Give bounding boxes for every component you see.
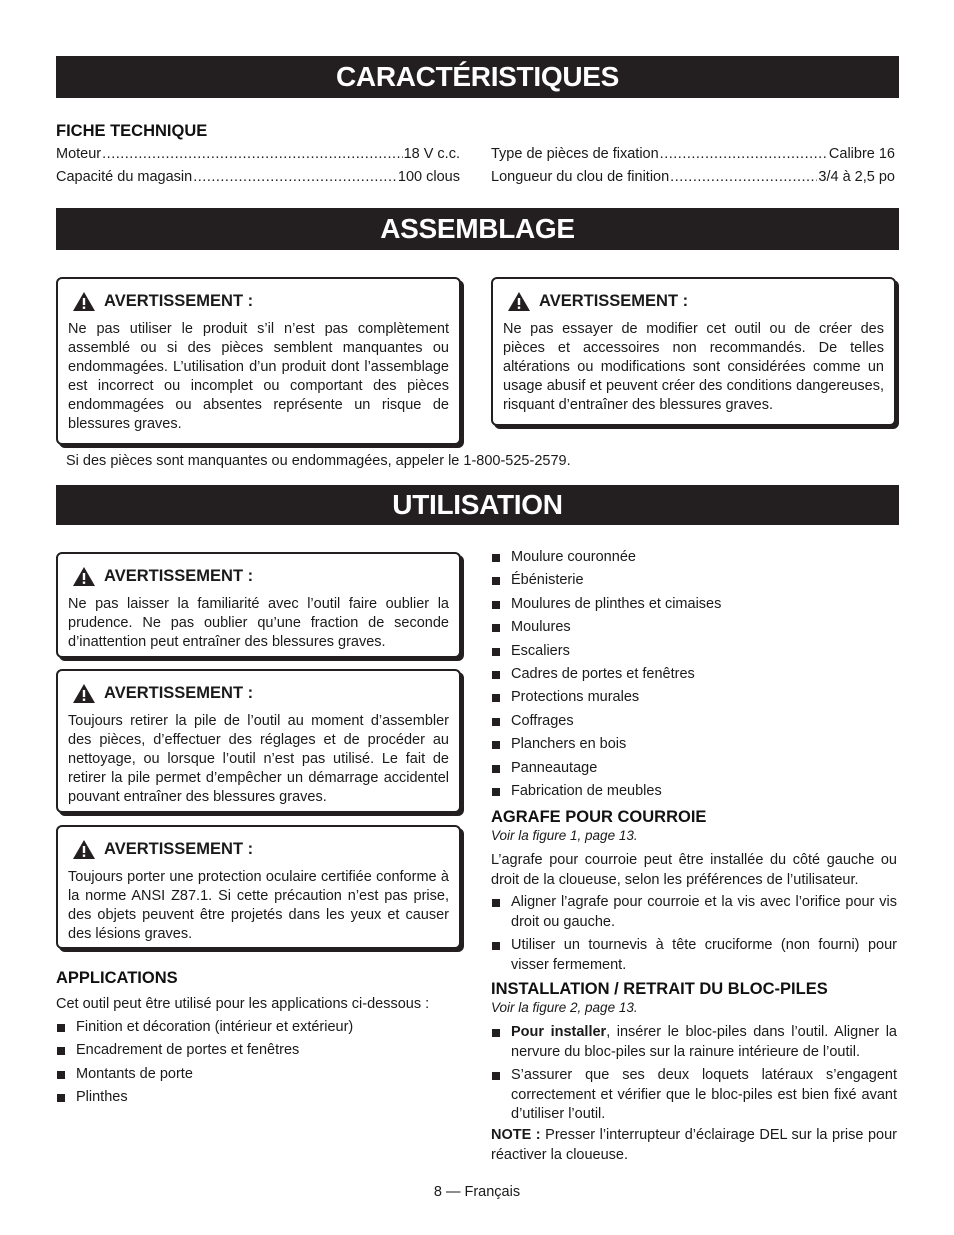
spec-value: 18 V c.c. [403,146,460,162]
warning-box-assembly-left [56,277,461,445]
warning-triangle-icon [507,291,531,312]
spec-label: Moteur [56,146,102,162]
spec-row-capacite [56,169,460,185]
list-item: Moulure couronnée [491,548,896,568]
spec-label: Type de pièces de fixation [491,146,659,162]
section-title-assemblage: ASSEMBLAGE [56,208,899,250]
list-item: Coffrages [491,712,896,732]
missing-parts-note: Si des pièces sont manquantes ou endommagées, appeler le 1-800-525-2579. [66,453,571,469]
note-label: NOTE : [491,1127,541,1143]
list-item: Finition et décoration (intérieur et extérieur) [56,1018,461,1038]
list-item: Encadrement de portes et fenêtres [56,1041,461,1061]
warning-label: AVERTISSEMENT : [104,292,254,310]
warning-label: AVERTISSEMENT : [104,840,254,858]
agrafe-intro: L’agrafe pour courroie peut être installée du côté gauche ou droit de la cloueuse, selon les préférences de l’utilisateur. [491,852,897,888]
list-item: Fabrication de meubles [491,782,896,802]
list-item: Moulures [491,618,896,638]
list-item [491,1023,897,1062]
warning-label: AVERTISSEMENT : [104,567,254,585]
list-item: Montants de porte [56,1065,461,1085]
note-text: Presser l’interrupteur d’éclairage DEL sur la prise pour réactiver la cloueuse. [491,1127,897,1163]
warning-box-remove-battery [56,669,461,813]
installation-note [491,1126,897,1165]
list-item: Aligner l’agrafe pour courroie et la vis avec l’orifice pour vis droit ou gauche. [491,893,897,932]
applications-list-left [56,1018,461,1112]
warning-header [72,291,449,312]
spec-label: Longueur du clou de finition [491,169,670,185]
agrafe-figure-ref: Voir la figure 1, page 13. [491,828,638,843]
list-item: Ébénisterie [491,571,896,591]
warning-box-eye-protection [56,825,461,949]
warning-triangle-icon [72,683,96,704]
spec-row-moteur [56,146,460,162]
spec-value: Calibre 16 [828,146,895,162]
section-title-caracteristiques: CARACTÉRISTIQUES [56,56,899,98]
installation-steps [491,1023,897,1129]
spec-label: Capacité du magasin [56,169,193,185]
warning-text: Toujours porter une protection oculaire certifiée conforme à la norme ANSI Z87.1. Si cette précaution n’est pas prise, des objets peuvent être projetés dans les yeux et causer des lésions graves. [68,869,449,942]
list-item: Plinthes [56,1088,461,1108]
list-item: Cadres de portes et fenêtres [491,665,896,685]
applications-list-right [491,548,896,805]
list-item: Escaliers [491,642,896,662]
warning-header [72,566,449,587]
installation-heading: INSTALLATION / RETRAIT DU BLOC-PILES [491,980,828,998]
spec-row-longueur-clou [491,169,895,185]
list-item: Utiliser un tournevis à tête cruciforme (non fourni) pour visser fermement. [491,936,897,975]
pour-installer-label: Pour installer [511,1024,607,1040]
fiche-technique-heading: FICHE TECHNIQUE [56,122,208,140]
list-item: Panneautage [491,759,896,779]
list-item: S’assurer que ses deux loquets latéraux s’engagent correctement et vérifier que le bloc-piles est bien fixé avant d’utiliser l’outil. [491,1066,897,1125]
warning-text: Ne pas laisser la familiarité avec l’outil faire oublier la prudence. Ne pas oublier qu’une fraction de seconde d’inattention peut entraîner des blessures graves. [68,596,449,650]
warning-header [507,291,884,312]
warning-header [72,839,449,860]
warning-triangle-icon [72,839,96,860]
pour-installer-text: , insérer le bloc-piles dans l’outil. Aligner la nervure du bloc-piles sur la rainure intérieure de l’outil. [511,1024,897,1060]
applications-heading: APPLICATIONS [56,969,178,987]
warning-triangle-icon [72,566,96,587]
agrafe-heading: AGRAFE POUR COURROIE [491,808,707,826]
warning-triangle-icon [72,291,96,312]
spec-value: 100 clous [397,169,460,185]
page-footer: 8 — Français [433,1184,521,1200]
spec-row-type-fixation [491,146,895,162]
list-item: Protections murales [491,688,896,708]
installation-figure-ref: Voir la figure 2, page 13. [491,1000,638,1015]
agrafe-steps [491,893,897,979]
warning-text: Ne pas essayer de modifier cet outil ou de créer des pièces et accessoires non recommandés. De telles altérations ou modifications sont considérées comme un usage abusif et peuvent créer des conditions dangereuses, risquant d’entraîner des blessures graves. [503,321,884,413]
warning-text: Ne pas utiliser le produit s’il n’est pas complètement assemblé ou si des pièces semblent manquantes ou endommagées. L’utilisation d’un produit dont l’assemblage est incorrect ou incomplet ou comportant des pièces endommagées ou absentes représente un risque de blessures graves. [68,321,449,432]
warning-label: AVERTISSEMENT : [539,292,689,310]
spec-value: 3/4 à 2,5 po [818,169,895,185]
section-title-utilisation: UTILISATION [56,485,899,525]
warning-box-assembly-right [491,277,896,426]
warning-header [72,683,449,704]
warning-label: AVERTISSEMENT : [104,684,254,702]
list-item: Planchers en bois [491,735,896,755]
list-item: Moulures de plinthes et cimaises [491,595,896,615]
warning-box-familiarity [56,552,461,658]
applications-intro: Cet outil peut être utilisé pour les applications ci-dessous : [56,996,430,1012]
warning-text: Toujours retirer la pile de l’outil au moment d’assembler des pièces, d’effectuer des réglages et de procéder au nettoyage, ou lorsque l’outil n’est pas utilisé. Le fait de retirer la pile permet d’empêcher un démarrage accidentel pouvant entraîner des blessures graves. [68,713,449,805]
